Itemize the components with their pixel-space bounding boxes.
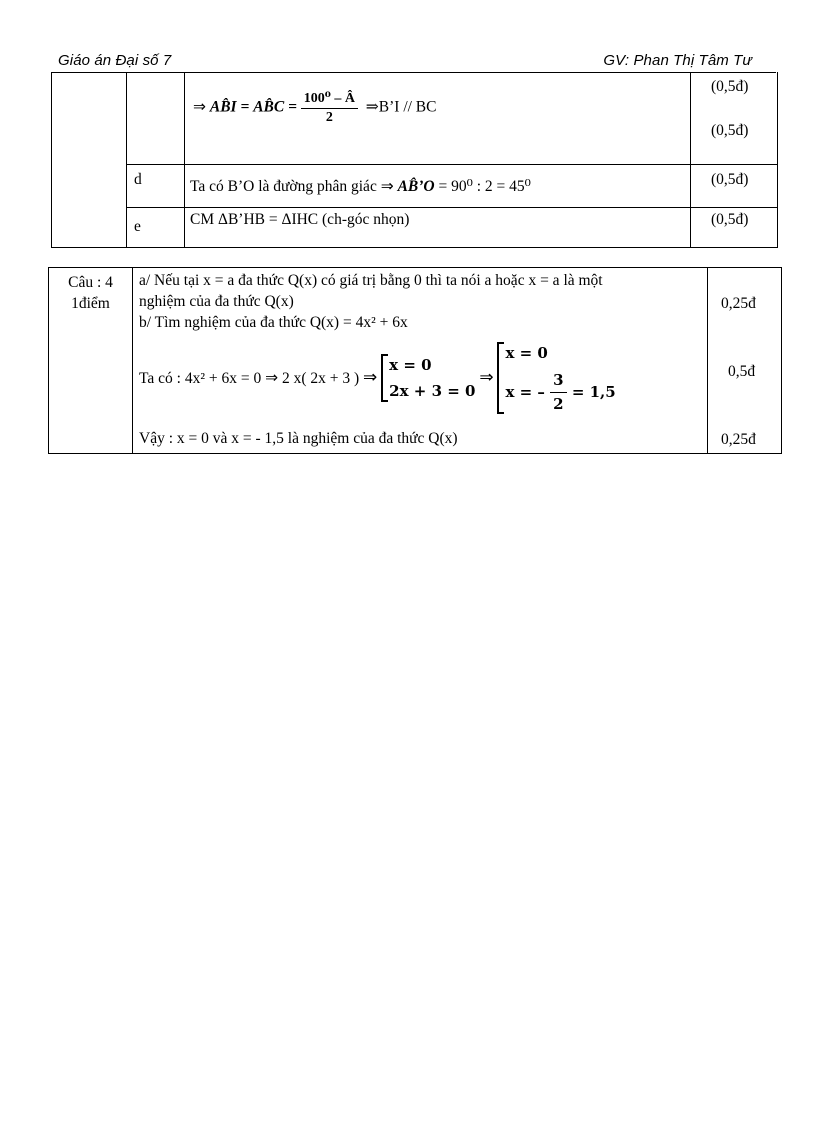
score-text: 0,25đ	[721, 431, 756, 448]
fraction	[301, 90, 358, 126]
content-cell	[185, 207, 691, 247]
parallel-conclusion: ⇒B’I // BC	[365, 98, 437, 116]
equation-system-1	[381, 352, 475, 404]
angle-abi: AB̂I	[209, 98, 237, 116]
score-text: (0,5đ)	[711, 122, 749, 139]
header-teacher-name: GV: Phan Thị Tâm Tư	[603, 52, 752, 69]
table-row	[52, 207, 778, 247]
implies-arrow: ⇒	[363, 367, 378, 388]
sub-label-cell-empty	[127, 72, 185, 164]
equation-system-2	[497, 340, 615, 416]
table-row	[49, 268, 782, 454]
system-equation-fraction	[505, 370, 615, 415]
fraction-denominator: 2	[553, 395, 564, 413]
system-equation: 2x + 3 = 0	[389, 382, 476, 400]
implies-arrow: ⇒	[380, 176, 394, 195]
question-points: 1điểm	[71, 295, 110, 312]
definition-line-1: a/ Nếu tại x = a đa thức Q(x) có giá trị bằng 0 thì ta nói a hoặc x = a là một	[139, 272, 603, 289]
header-lesson-title: Giáo án Đại số 7	[58, 52, 172, 69]
calc-text: Ta có : 4x² + 6x = 0	[139, 369, 262, 387]
score-cell	[708, 268, 782, 454]
score-cell	[691, 207, 778, 247]
question-title: Câu : 4	[68, 274, 113, 291]
score-text: (0,5đ)	[711, 170, 749, 188]
content-cell	[185, 164, 691, 207]
implies-arrow: ⇒	[479, 367, 494, 388]
angle-abc: AB̂C	[253, 98, 285, 116]
fraction-numerator: 3	[550, 370, 566, 393]
fraction-prefix: x = –	[505, 383, 545, 401]
answer-table-question-4	[48, 267, 782, 454]
fraction-denominator: 2	[325, 110, 333, 125]
score-cell	[691, 72, 778, 164]
system-equation: x = 0	[505, 344, 548, 362]
task-line: b/ Tìm nghiệm của đa thức Q(x) = 4x² + 6x	[139, 314, 408, 331]
statement-text: CM ΔB’HB = ΔIHC (ch-góc nhọn)	[190, 210, 410, 228]
score-text: 0,25đ	[721, 295, 756, 312]
equals-sign: =	[288, 98, 297, 116]
score-text: (0,5đ)	[711, 78, 749, 95]
implies-arrow: ⇒	[265, 368, 279, 387]
score-cell	[691, 164, 778, 207]
sub-label-cell	[127, 164, 185, 207]
table-row	[52, 164, 778, 207]
definition-line-2: nghiệm của đa thức Q(x)	[139, 293, 294, 310]
angle-value: = 90⁰ : 2 = 45⁰	[438, 177, 531, 195]
question-label-cell	[49, 268, 133, 454]
calculation-line	[139, 340, 616, 416]
score-text: (0,5đ)	[711, 210, 749, 228]
sub-label-e: e	[134, 217, 141, 235]
content-cell	[185, 72, 691, 164]
statement-text: Ta có B’O là đường phân giác	[190, 177, 377, 195]
equals-sign: =	[240, 98, 250, 116]
sub-label-d: d	[134, 170, 142, 188]
score-text: 0,5đ	[728, 363, 756, 380]
content-cell	[133, 268, 708, 454]
calc-factor: 2 x( 2x + 3 )	[281, 369, 360, 387]
system-equation: x = 0	[389, 356, 432, 374]
fraction-result: = 1,5	[571, 383, 616, 401]
conclusion-line: Vậy : x = 0 và x = - 1,5 là nghiệm của đa thức Q(x)	[139, 430, 458, 447]
page-header	[58, 52, 752, 74]
implies-arrow: ⇒	[193, 97, 206, 116]
fraction-numerator: 100⁰ – Â	[301, 90, 358, 109]
sub-label-cell	[127, 207, 185, 247]
table-row	[52, 72, 778, 164]
angle-abo: AB̂’O	[397, 177, 435, 195]
question-cell-empty	[52, 72, 127, 247]
fraction	[550, 370, 566, 415]
answer-table-part-1	[51, 72, 778, 248]
